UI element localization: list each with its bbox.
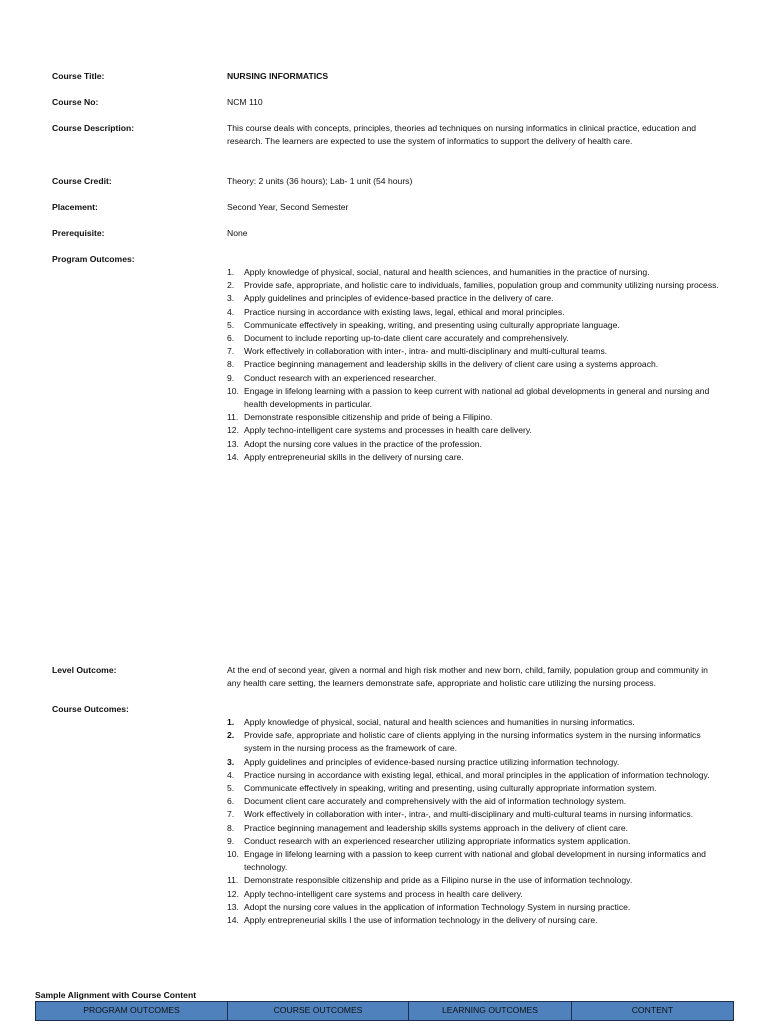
list-item [227, 914, 719, 927]
list-item [227, 385, 719, 411]
list-item [227, 795, 719, 808]
list-item-text: Adopt the nursing core values in the practice of the profession. [244, 438, 482, 449]
list-item [227, 756, 719, 769]
list-item [227, 729, 719, 755]
list-item [227, 292, 719, 305]
alignment-header-cell: CONTENT [572, 1002, 734, 1021]
list-item-text: Work effectively in collaboration with inter-, intra- and multi-disciplinary and multi-cultural teams. [244, 346, 608, 357]
prerequisite-label: Prerequisite: [52, 228, 105, 238]
list-item [227, 782, 719, 795]
list-item-text: Apply knowledge of physical, social, natural and health sciences, and humanities in the practice of nursing. [244, 267, 650, 277]
course-outcomes-list [227, 716, 719, 927]
list-item-text: Apply guidelines and principles of evidence-based practice in the delivery of care. [244, 293, 554, 304]
list-item-number: 1. [227, 267, 235, 277]
course-title-value: NURSING INFORMATICS [227, 71, 329, 81]
course-no-label: Course No: [52, 97, 99, 107]
list-item-text: Adopt the nursing core values in the application of information Technology System in nursing practice. [244, 901, 631, 912]
list-item-text: Apply knowledge of physical, social, natural and health sciences and humanities in nursing informatics. [244, 717, 635, 727]
list-item-text: Engage in lifelong learning with a passion to keep current with national and global development in nursing informatics and technology. [244, 849, 706, 873]
list-item [227, 848, 719, 874]
list-item [227, 888, 719, 901]
list-item [227, 822, 719, 835]
list-item [227, 306, 719, 319]
list-item-number: 8. [227, 822, 235, 833]
list-item-text: Practice beginning management and leadership skills in the delivery of client care using a systems approach. [244, 359, 659, 370]
list-item [227, 874, 719, 887]
alignment-header-cell: LEARNING OUTCOMES [409, 1002, 572, 1021]
course-description-value: This course deals with concepts, principles, theories ad techniques on nursing informatics in clinical practice, education and research. The learners are expected to use the system of informatics to support the delivery of health care. [227, 123, 697, 147]
list-item [227, 901, 719, 914]
course-title-label: Course Title: [52, 71, 105, 81]
list-item [227, 279, 719, 292]
list-item [227, 451, 719, 464]
list-item-text: Work effectively in collaboration with inter-, intra-, and multi-disciplinary and multi-cultural teams in nursing informatics. [244, 809, 694, 820]
list-item-text: Practice nursing in accordance with existing legal, ethical, and moral principles in the application of information technology. [244, 769, 710, 780]
list-item-number: 1. [227, 717, 235, 727]
list-item-number: 2. [227, 730, 235, 741]
list-item-number: 9. [227, 835, 235, 846]
list-item-text: Apply techno-intelligent care systems and processes in health care delivery. [244, 425, 532, 436]
list-item-number: 14. [227, 915, 239, 926]
list-item-text: Communicate effectively in speaking, writing and presenting, using culturally appropriate information system. [244, 783, 657, 794]
level-outcome-label: Level Outcome: [52, 665, 117, 675]
course-credit-value: Theory: 2 units (36 hours); Lab- 1 unit (54 hours) [227, 176, 413, 186]
list-item-number: 13. [227, 438, 239, 449]
list-item-number: 6. [227, 796, 235, 807]
list-item-number: 13. [227, 901, 239, 912]
list-item-text: Apply entrepreneurial skills I the use of information technology in the delivery of nursing care. [244, 915, 598, 926]
course-outcomes-label: Course Outcomes: [52, 704, 129, 714]
alignment-table [35, 1001, 734, 1021]
list-item-number: 9. [227, 372, 235, 383]
list-item-number: 7. [227, 346, 235, 357]
list-item-text: Communicate effectively in speaking, writing, and presenting using culturally appropriate language. [244, 319, 620, 330]
list-item-number: 6. [227, 333, 235, 344]
alignment-header-row [36, 1002, 734, 1021]
level-outcome-value: At the end of second year, given a normal and high risk mother and new born, child, family, population group and community in any health care setting, the learners demonstrate safe, appropriate and holistic care utilizing the nursing process. [227, 665, 708, 689]
list-item [227, 372, 719, 385]
list-item [227, 835, 719, 848]
prerequisite-value: None [227, 228, 248, 238]
list-item-text: Apply techno-intelligent care systems and process in health care delivery. [244, 888, 523, 899]
list-item-text: Conduct research with an experienced researcher utilizing appropriate informatics system application. [244, 835, 631, 846]
list-item-number: 2. [227, 280, 235, 291]
list-item-number: 10. [227, 385, 239, 396]
list-item-text: Provide safe, appropriate, and holistic care to individuals, families, population group and community utilizing nursing process. [244, 280, 719, 291]
list-item-number: 5. [227, 783, 235, 794]
list-item-number: 7. [227, 809, 235, 820]
alignment-header-cell: COURSE OUTCOMES [228, 1002, 409, 1021]
course-no-value: NCM 110 [227, 97, 263, 107]
list-item-number: 8. [227, 359, 235, 370]
list-item [227, 716, 719, 729]
list-item-text: Document to include reporting up-to-date client care accurately and comprehensively. [244, 333, 569, 344]
list-item-text: Conduct research with an experienced researcher. [244, 372, 437, 383]
list-item [227, 438, 719, 451]
list-item-number: 10. [227, 849, 239, 860]
alignment-header-cell: PROGRAM OUTCOMES [36, 1002, 228, 1021]
list-item-text: Document client care accurately and comprehensively with the aid of information technology system. [244, 796, 627, 807]
placement-value: Second Year, Second Semester [227, 202, 349, 212]
list-item [227, 358, 719, 371]
list-item-number: 3. [227, 756, 235, 767]
list-item-number: 11. [227, 412, 239, 423]
placement-label: Placement: [52, 202, 98, 212]
list-item-number: 12. [227, 425, 239, 436]
list-item [227, 411, 719, 424]
list-item-number: 4. [227, 306, 235, 317]
course-description-label: Course Description: [52, 123, 135, 133]
list-item-text: Engage in lifelong learning with a passion to keep current with national ad global developments in general and nursing and health developments in particular. [244, 385, 710, 410]
list-item-number: 11. [227, 875, 239, 886]
list-item [227, 424, 719, 437]
list-item [227, 266, 719, 279]
list-item-number: 4. [227, 769, 235, 780]
list-item-text: Provide safe, appropriate and holistic care of clients applying in the nursing informatics system in the nursing informatics system in the nursing process as the framework of care. [244, 730, 701, 754]
list-item-number: 12. [227, 888, 239, 899]
list-item-text: Practice nursing in accordance with existing laws, legal, ethical and moral principles. [244, 306, 565, 317]
list-item [227, 808, 719, 821]
list-item-number: 3. [227, 293, 235, 304]
list-item [227, 332, 719, 345]
program-outcomes-label: Program Outcomes: [52, 254, 135, 264]
course-credit-label: Course Credit: [52, 176, 112, 186]
list-item-text: Demonstrate responsible citizenship and pride as a Filipino nurse in the use of information technology. [244, 875, 633, 886]
list-item-number: 5. [227, 319, 235, 330]
list-item-text: Practice beginning management and leadership skills systems approach in the delivery of client care. [244, 822, 629, 833]
list-item [227, 345, 719, 358]
program-outcomes-list [227, 266, 719, 464]
list-item-text: Apply guidelines and principles of evidence-based nursing practice utilizing information technology. [244, 756, 620, 767]
list-item-text: Apply entrepreneurial skills in the delivery of nursing care. [244, 451, 464, 462]
list-item [227, 319, 719, 332]
list-item-text: Demonstrate responsible citizenship and pride of being a Filipino. [244, 412, 493, 423]
alignment-title: Sample Alignment with Course Content [35, 990, 197, 1000]
list-item-number: 14. [227, 451, 239, 462]
list-item [227, 769, 719, 782]
